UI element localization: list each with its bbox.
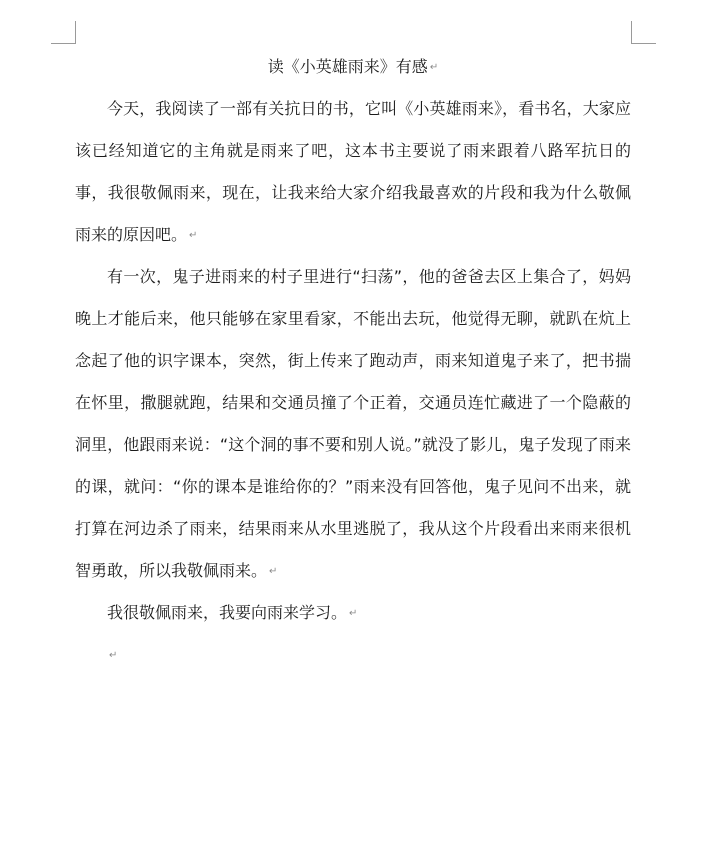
paragraph-mark-icon: ↵ [189, 229, 198, 241]
paragraph-mark-icon: ↵ [109, 649, 118, 661]
page-corner-mark-top-left [51, 21, 76, 44]
paragraph-mark-icon: ↵ [429, 61, 439, 73]
document-title-text: 读《小英雄雨来》有感 [267, 57, 428, 76]
document-body[interactable] [75, 50, 631, 676]
paragraph-1-text: 今天，我阅读了一部有关抗日的书，它叫《小英雄雨来》，看书名，大家应该已经知道它的主角就是雨来了吧，这本书主要说了雨来跟着八路军抗日的事，我很敬佩雨来，现在，让我来给大家介绍我最喜欢的片段和我为什么敬佩雨来的原因吧。 [75, 99, 631, 244]
paragraph-mark-icon: ↵ [269, 565, 278, 577]
paragraph-2 [75, 256, 631, 592]
page-corner-mark-top-right [631, 21, 656, 44]
paragraph-mark-icon: ↵ [349, 607, 358, 619]
paragraph-3-text: 我很敬佩雨来，我要向雨来学习。 [107, 603, 348, 622]
paragraph-1 [75, 88, 631, 256]
empty-paragraph [75, 634, 631, 676]
document-title [75, 50, 631, 84]
paragraph-2-text: 有一次，鬼子进雨来的村子里进行“扫荡”，他的爸爸去区上集合了，妈妈晚上才能后来，他只能够在家里看家，不能出去玩，他觉得无聊，就趴在炕上念起了他的识字课本，突然，街上传来了跑动声，雨来知道鬼子来了，把书揣在怀里，撒腿就跑，结果和交通员撞了个正着，交通员连忙藏进了一个隐蔽的洞里，他跟雨来说：“这个洞的事不要和别人说。”就没了影儿，鬼子发现了雨来的课，就问：“你的课本是谁给你的？”雨来没有回答他，鬼子见问不出来，就打算在河边杀了雨来，结果雨来从水里逃脱了，我从这个片段看出来雨来很机智勇敢，所以我敬佩雨来。 [75, 267, 631, 580]
paragraph-3 [75, 592, 631, 634]
